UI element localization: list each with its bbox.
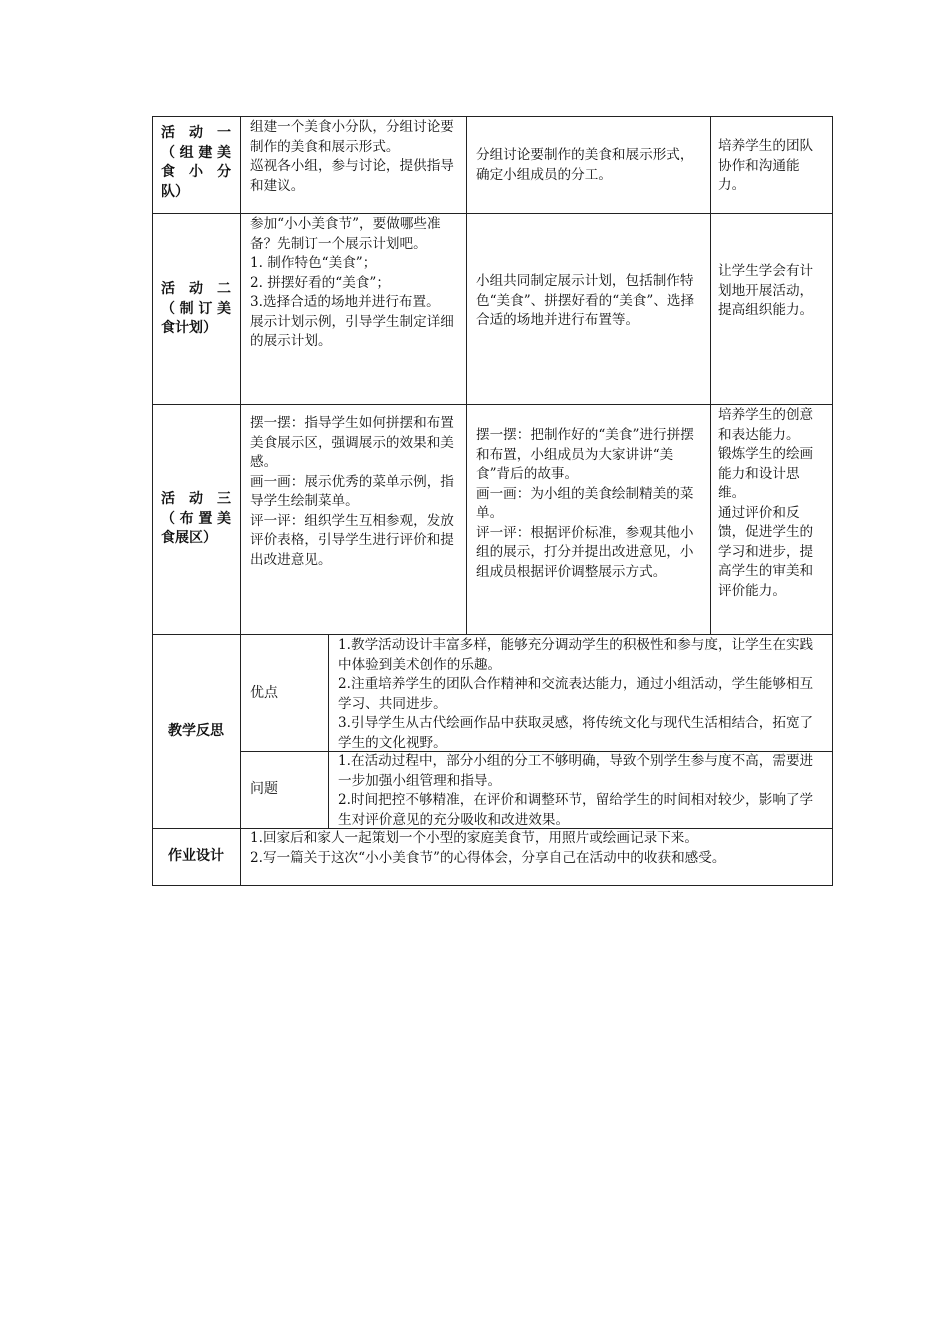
activity-2-student: 小组共同制定展示计划，包括制作特色“美食”、拼摆好看的“美食”、选择合适的场地并进行布置等。 [476, 273, 695, 328]
activity-2-title: 活 动 二 （制订美 食计划） [161, 281, 231, 336]
merits-label: 优点 [250, 685, 278, 701]
border-left [152, 116, 153, 886]
problems-list: 1.在活动过程中，部分小组的分工不够明确，导致个别学生参与度不高，需要进一步加强小组管理和指导。 2.时间把控不够精准，在评价和调整环节，留给学生的时间相对较少，影响了学生对评价意见的充分吸收和改进效果。 [338, 753, 814, 828]
border-right [832, 116, 833, 886]
activity-2-goal: 让学生学会有计划地开展活动，提高组织能力。 [718, 263, 814, 318]
col-divider [710, 116, 711, 634]
activity-1-student: 分组讨论要制作的美食和展示形式，确定小组成员的分工。 [476, 147, 694, 183]
activity-2-teacher: 参加“小小美食节”，要做哪些准备？先制订一个展示计划吧。 1. 制作特色“美食”； 2. 拼摆好看的“美食”； 3.选择合适的场地并进行布置。 展示计划示例，引导学生制定详细的展示计划。 [250, 216, 454, 349]
col-divider [466, 116, 467, 634]
row-divider [152, 404, 833, 405]
activity-3-student: 摆一摆：把制作好的“美食”进行拼摆和布置，小组成员为大家讲讲“美食”背后的故事。 画一画：为小组的美食绘制精美的菜单。 评一评：根据评价标准，参观其他小组的展示，打分并提出改进意见，小组成员根据评价调整展示方式。 [476, 427, 694, 580]
activity-1-title: 活 动 一 （组建美 食 小 分 队） [161, 125, 231, 200]
activity-3-goal: 培养学生的创意和表达能力。 锻炼学生的绘画能力和设计思维。 通过评价和反馈，促进学生的学习和进步，提高学生的审美和评价能力。 [718, 407, 814, 599]
activity-1-goal: 培养学生的团队协作和沟通能力。 [718, 138, 814, 193]
row-divider [152, 634, 833, 635]
homework-title: 作业设计 [168, 848, 224, 864]
activity-3-teacher: 摆一摆：指导学生如何拼摆和布置美食展示区，强调展示的效果和美感。 画一画：展示优秀的菜单示例，指导学生绘制菜单。 评一评：组织学生互相参观，发放评价表格，引导学生进行评价和提出改进意见。 [250, 415, 454, 568]
homework-list: 1.回家后和家人一起策划一个小型的家庭美食节，用照片或绘画记录下来。 2.写一篇关于这次“小小美食节”的心得体会，分享自己在活动中的收获和感受。 [250, 830, 726, 866]
border-bottom [152, 885, 833, 886]
col-divider [240, 116, 241, 886]
border-top [152, 116, 833, 117]
lesson-plan-table [152, 116, 833, 886]
merits-list: 1.教学活动设计丰富多样，能够充分调动学生的积极性和参与度，让学生在实践中体验到美术创作的乐趣。 2.注重培养学生的团队合作精神和交流表达能力，通过小组活动，学生能够相互学习、共同进步。 3.引导学生从古代绘画作品中获取灵感，将传统文化与现代生活相结合，拓宽了学生的文化视野。 [338, 637, 814, 751]
row-divider [152, 213, 833, 214]
reflection-title: 教学反思 [168, 723, 224, 739]
col-divider [328, 634, 329, 828]
activity-1-teacher: 组建一个美食小分队，分组讨论要制作的美食和展示形式。 巡视各小组，参与讨论，提供指导和建议。 [250, 119, 454, 194]
activity-3-title: 活 动 三 （布置美 食展区） [161, 491, 231, 546]
problems-label: 问题 [250, 781, 278, 797]
